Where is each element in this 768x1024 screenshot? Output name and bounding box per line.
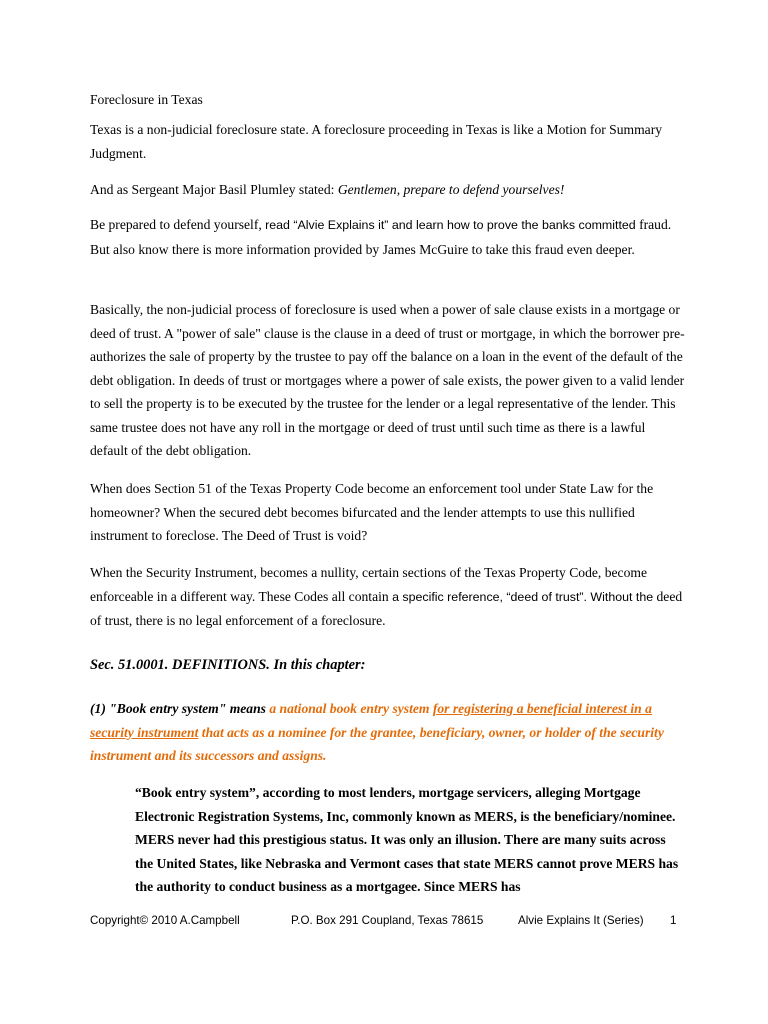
footer-page-number: 1 <box>670 914 677 927</box>
defend-text-b: fraud. But also know there is more information provided by James McGuire to take this fraud even deeper. <box>90 217 672 257</box>
security-instrument-paragraph <box>90 561 686 633</box>
doc-title: Foreclosure in Texas <box>90 92 203 107</box>
quote-lead: And as Sergeant Major Basil Plumley stated: <box>90 182 338 197</box>
security-text-sans: a specific reference, “deed of trust”. Without the <box>392 589 654 604</box>
section-heading: Sec. 51.0001. DEFINITIONS. In this chapter: <box>90 657 366 673</box>
defend-paragraph <box>90 213 686 261</box>
footer-series: Alvie Explains It (Series) <box>518 914 644 927</box>
definition-1-label: (1) "Book entry system" means <box>90 701 270 716</box>
quote-text: Gentlemen, prepare to defend yourselves! <box>337 182 565 197</box>
security-text-b: deed of trust, there is no legal enforcement of a foreclosure. <box>90 588 683 628</box>
page-footer <box>90 914 680 934</box>
footer-copyright: Copyright© 2010 A.Campbell <box>90 914 240 927</box>
definition-1-orange-text: a national book entry system <box>269 701 433 716</box>
quote-paragraph <box>90 178 686 202</box>
footer-address: P.O. Box 291 Coupland, Texas 78615 <box>291 914 484 927</box>
power-of-sale-paragraph: Basically, the non-judicial process of foreclosure is used when a power of sale clause exists in a mortgage or deed of trust. A "power of sale" clause is the clause in a deed of trust or mortgage, in which the borrower pre-authorizes the sale of property by the trustee to pay off the balance on a loan in the event of the default of the debt obligation. In deeds of trust or mortgages where a power of sale exists, the power given to a valid lender to sell the property is to be executed by the trustee for the lender or a legal representative of the lender. This same trustee does not have any roll in the mortgage or deed of trust until such time as there is a lawful default of the debt obligation. <box>90 302 685 458</box>
definition-1-rest: that acts as a nominee for the grantee, beneficiary, owner, or holder of the security instrument and its successors and assigns. <box>90 724 664 763</box>
book-entry-commentary: “Book entry system”, according to most lenders, mortgage servicers, alleging Mortgage Electronic Registration Systems, Inc, commonly known as MERS, is the beneficiary/nominee. MERS never had this prestigious status. It was only an illusion. There are many suits across the United States, like Nebraska and Vermont cases that state MERS cannot prove MERS has the authority to conduct business as a mortgagee. Since MERS has <box>135 785 679 894</box>
defend-text-sans: read “Alvie Explains it” and learn how to prove the banks committed <box>265 218 636 232</box>
intro-paragraph: Texas is a non-judicial foreclosure state. A foreclosure proceeding in Texas is like a Motion for Summary Judgment. <box>90 122 663 161</box>
definition-1 <box>90 697 686 768</box>
security-text-a: When the Security Instrument, becomes a nullity, certain sections of the Texas Property Code, become enforceable in a different way. These Codes all contain <box>90 565 647 604</box>
section51-paragraph: When does Section 51 of the Texas Property Code become an enforcement tool under State Law for the homeowner? When the secured debt becomes bifurcated and the lender attempts to use this nullified instrument to foreclose. The Deed of Trust is void? <box>90 481 654 543</box>
definition-1-underlined-text: for registering a beneficial interest in a security instrument <box>90 701 652 740</box>
defend-text-a: Be prepared to defend yourself, <box>90 217 266 232</box>
